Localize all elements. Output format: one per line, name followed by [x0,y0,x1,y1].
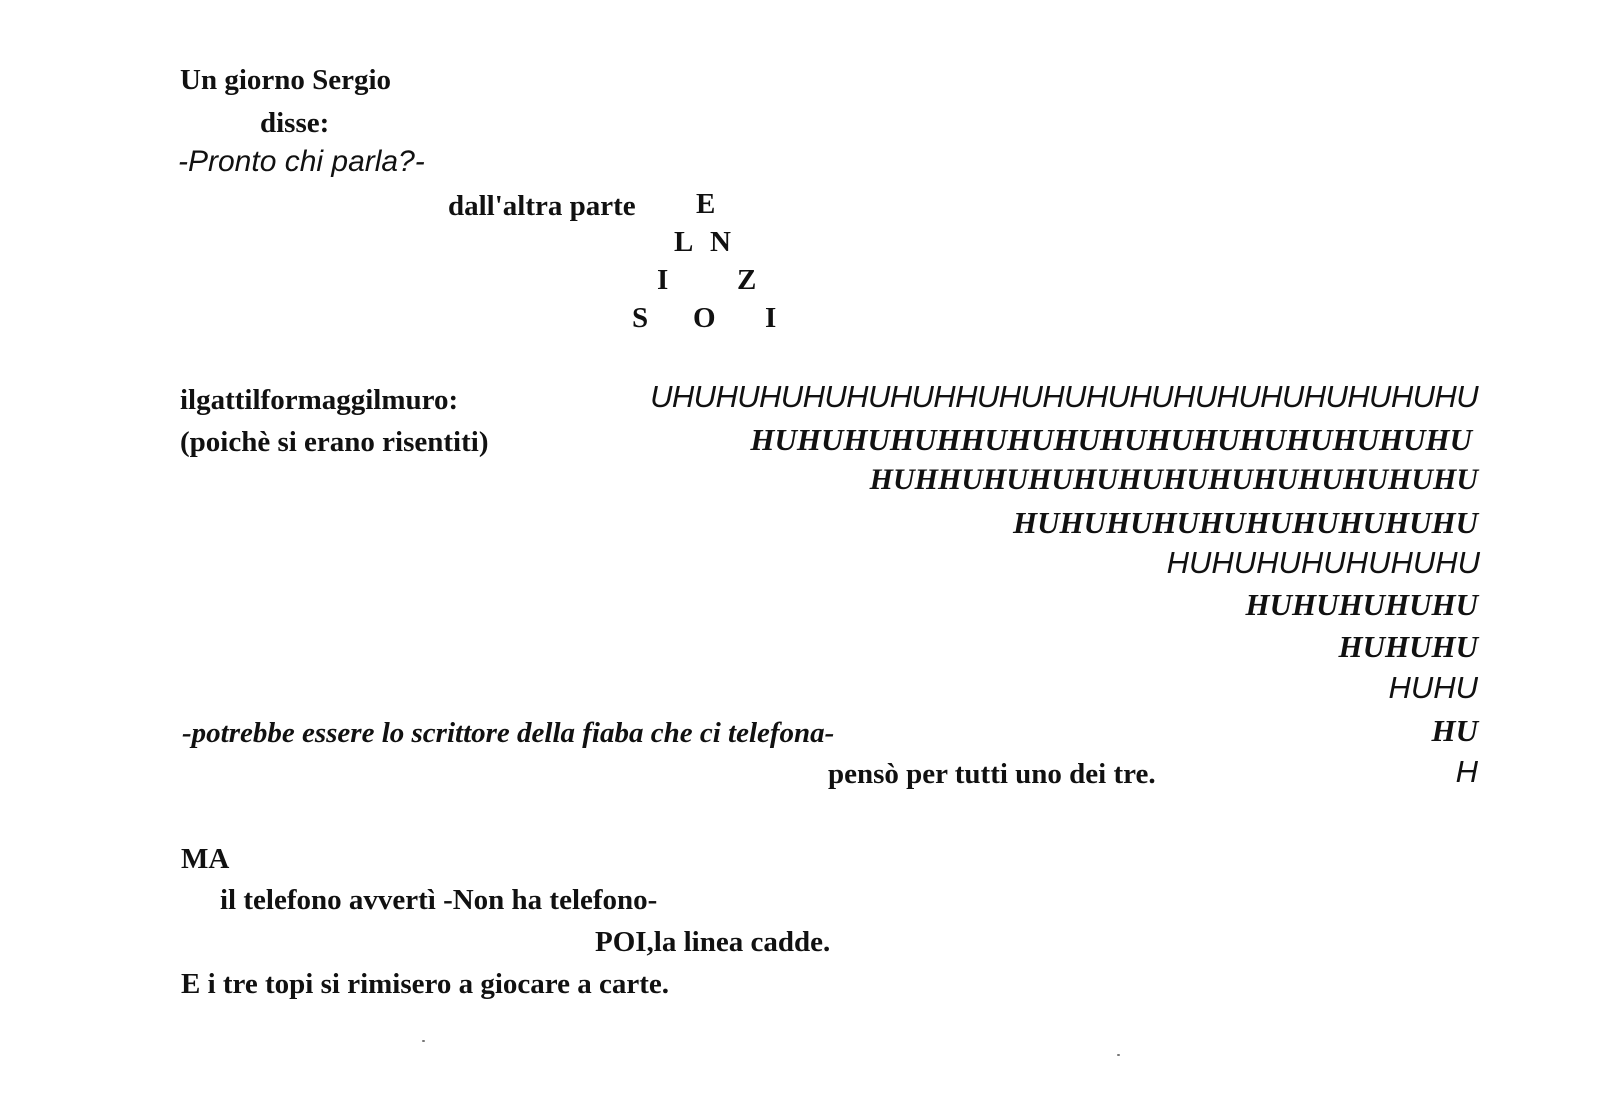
line-penso-per-tutti: pensò per tutti uno dei tre. [828,758,1156,790]
laugh-line-5: HUHUHUHUHUHUHU [1166,545,1480,580]
laugh-line-4: HUHUHUHUHUHUHUHUHUHU [1013,505,1478,540]
silenzio-letter-s: S [632,302,649,334]
silenzio-letter-e: E [696,188,716,220]
line-il-telefono-avverti: il telefono avvertì -Non ha telefono- [220,884,658,916]
laugh-line-8: HUHU [1388,670,1478,705]
line-potrebbe-essere: -potrebbe essere lo scrittore della fiaba che ci telefona- [182,717,835,749]
laugh-line-7: HUHUHU [1338,629,1478,664]
line-poiche-si-erano-risentiti: (poichè si erano risentiti) [180,426,489,458]
line-poi-la-linea-cadde: POI,la linea cadde. [595,926,831,958]
scan-speck [1117,1054,1120,1056]
laugh-line-2: HUHUHUHUHHUHUHUHUHUHUHUHUHUHUHU [750,422,1472,457]
laugh-line-1: UHUHUHUHUHUHUHHUHUHUHUHUHUHUHUHUHUHUHU [650,379,1478,414]
laugh-line-6: HUHUHUHUHU [1245,587,1478,622]
silenzio-letter-l: L [674,226,694,258]
silenzio-letter-i: I [657,264,669,296]
line-un-giorno-sergio: Un giorno Sergio [180,64,392,96]
line-e-i-tre-topi: E i tre topi si rimisero a giocare a carte. [181,968,670,1000]
scan-speck [422,1040,425,1042]
laugh-line-3: HUHHUHUHUHUHUHUHUHUHUHUHUHU [869,463,1478,496]
silenzio-letter-o: O [693,302,716,334]
line-ma: MA [181,843,230,875]
silenzio-letter-z: Z [737,264,757,296]
line-dall-altra-parte: dall'altra parte [448,190,636,222]
line-disse: disse: [260,107,330,139]
laugh-line-10: H [1455,754,1478,789]
line-ilgattilformaggilmuro: ilgattilformaggilmuro: [180,384,459,416]
silenzio-letter-n: N [710,226,731,258]
line-pronto-chi-parla: -Pronto chi parla?- [178,145,425,178]
silenzio-letter-i-final: I [765,302,777,334]
laugh-line-9: HU [1431,713,1478,748]
